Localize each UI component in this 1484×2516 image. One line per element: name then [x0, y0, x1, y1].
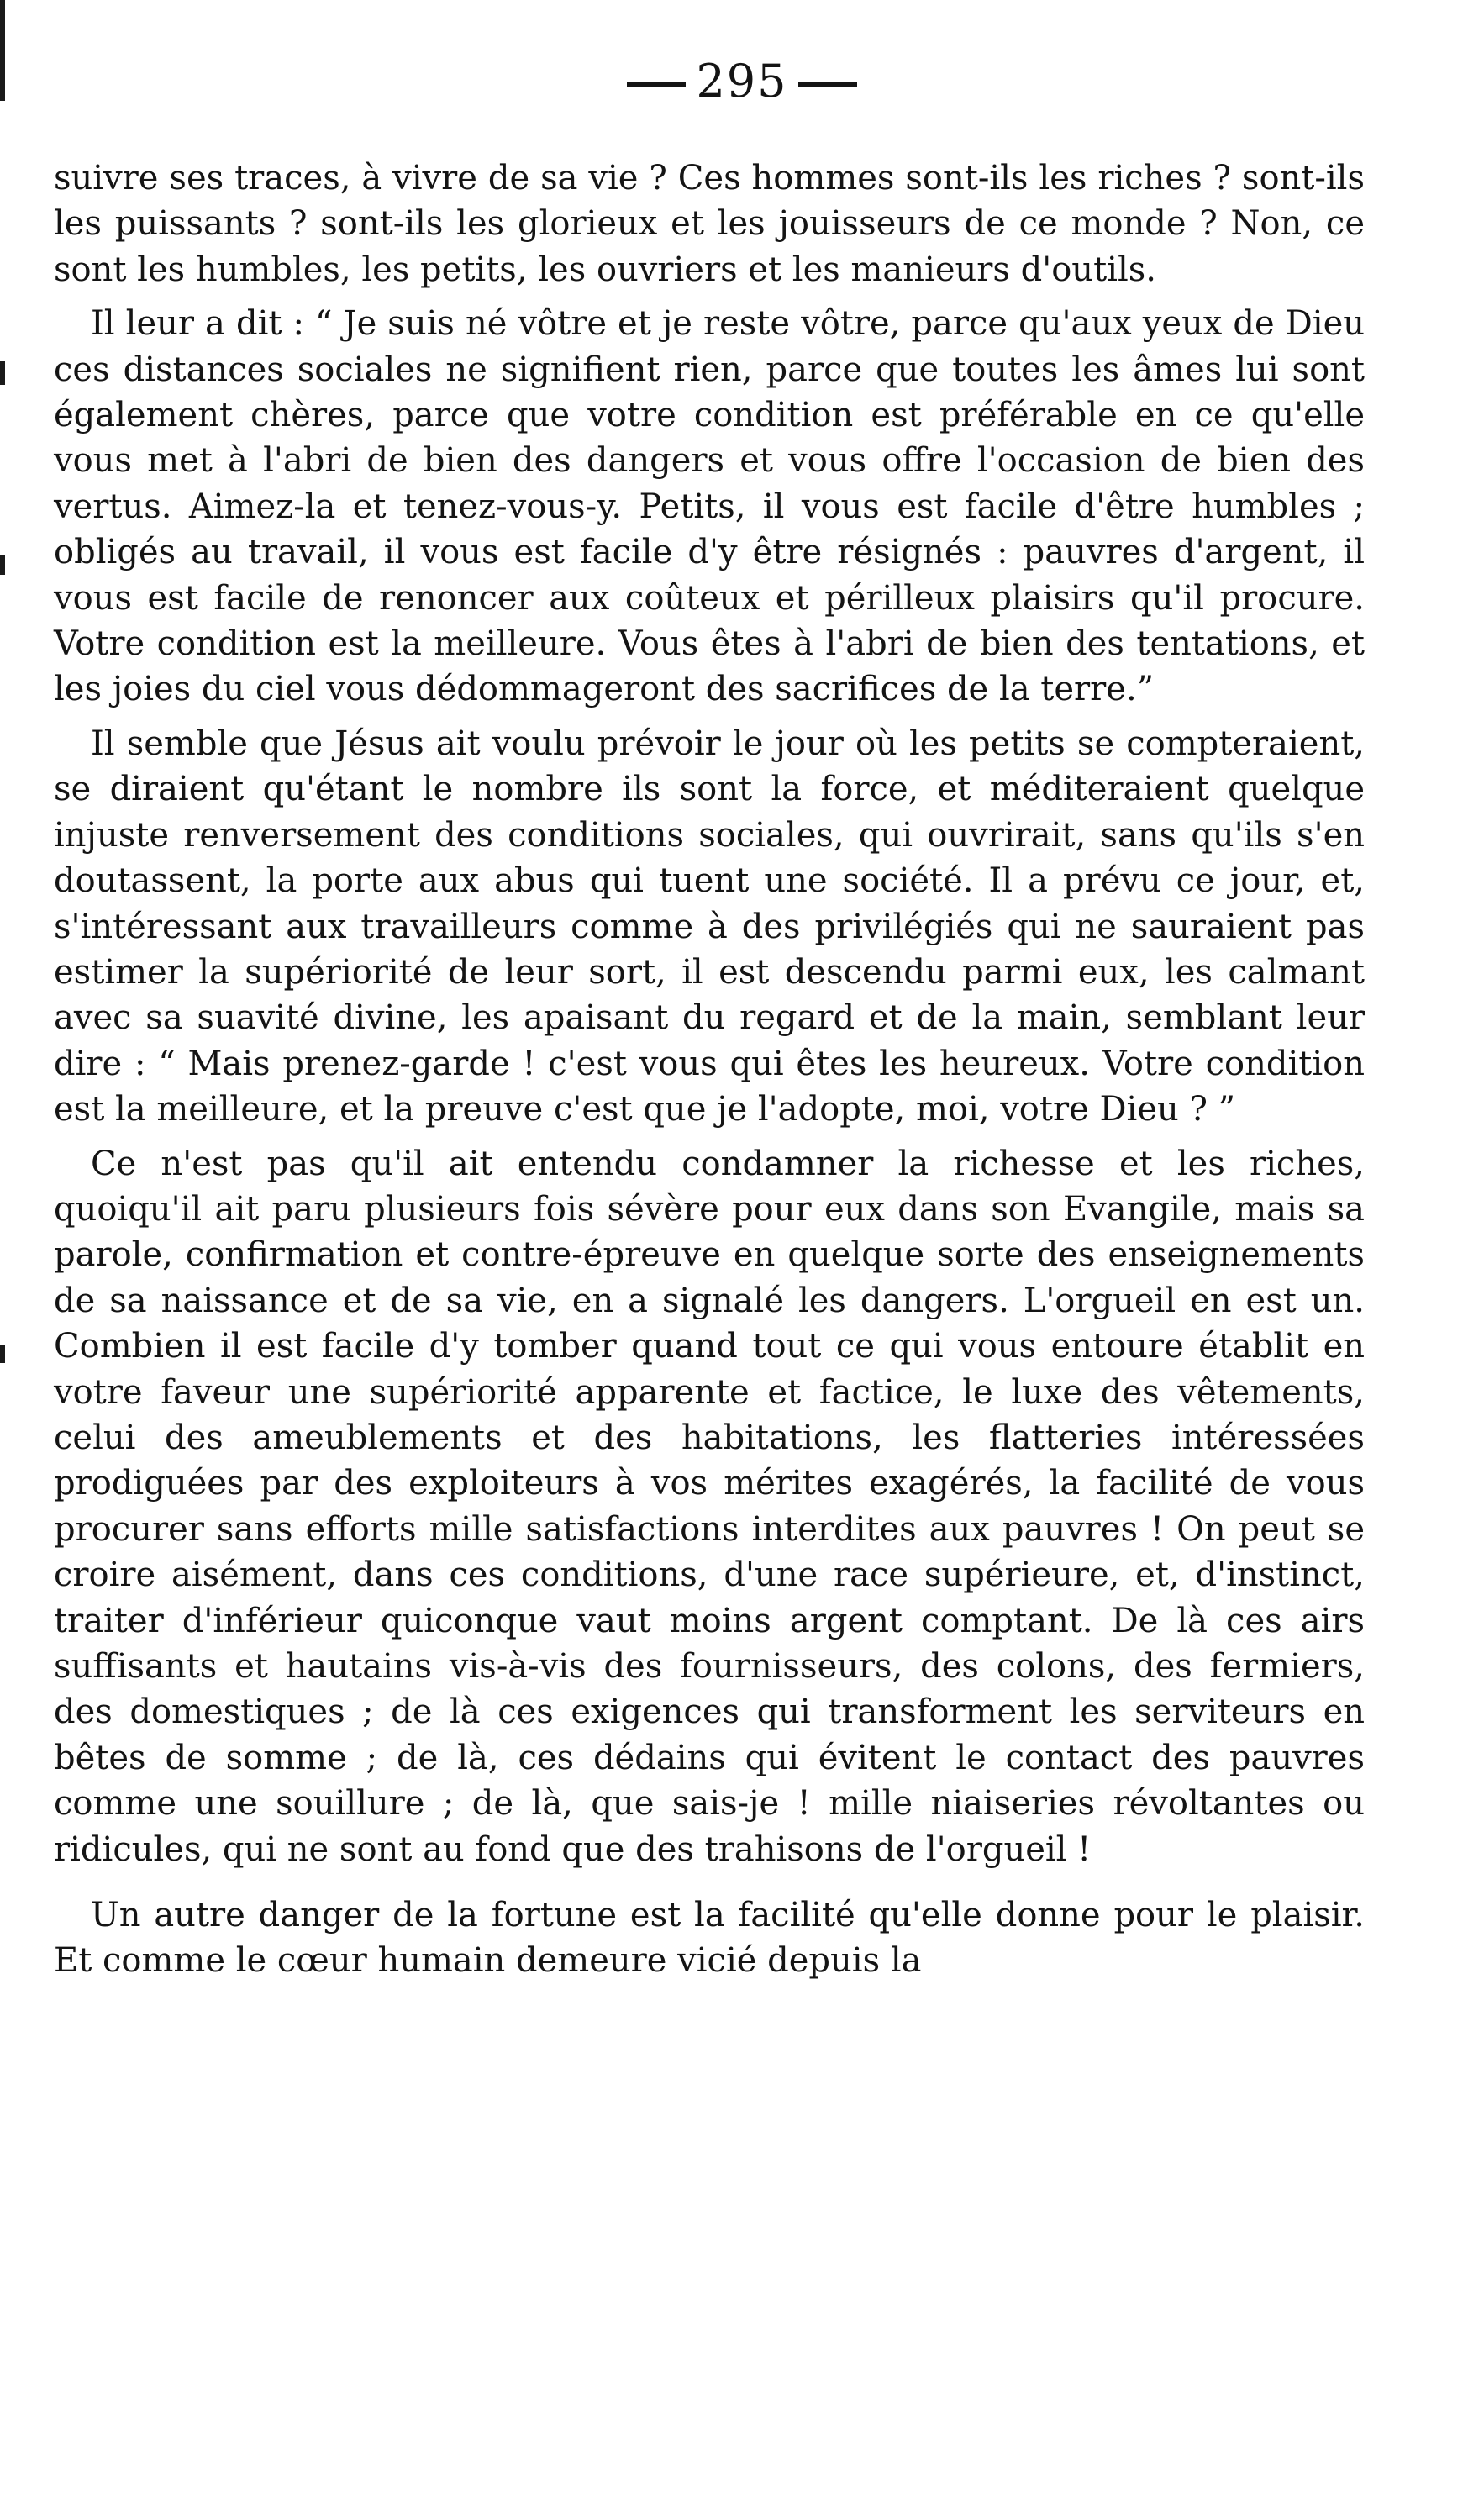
left-margin-mark	[0, 555, 5, 575]
body-text	[54, 155, 1365, 1992]
page-number-text: 295	[696, 55, 788, 108]
paragraph-4: Ce n'est pas qu'il ait entendu condamner la richesse et les riches, quoiqu'il ait paru plusieurs fois sévère pour eux dans son Evangile, mais sa parole, confirmation et contre-épreuve en quelque sorte des enseignements de sa naissance et de sa vie, en a signalé les dangers. L'orgueil en est un. Combien il est facile d'y tomber quand tout ce qui vous entoure établit en votre faveur une supériorité apparente et factice, le luxe des vêtements, celui des ameublements et des habitations, les flatteries intéressées prodiguées par des exploiteurs à vos mérites exagérés, la facilité de vous procurer sans efforts mille satisfactions interdites aux pauvres ! On peut se croire aisément, dans ces conditions, d'une race supérieure, et, d'instinct, traiter d'inférieur quiconque vaut moins argent comptant. De là ces airs suffisants et hautains vis-à-vis des fournisseurs, des colons, des fermiers, des domestiques ; de là ces exigences qui transforment les serviteurs en bêtes de somme ; de là, ces dédains qui évitent le contact des pauvres comme une souillure ; de là, que sais-je ! mille niaiseries révoltantes ou ridicules, qui ne sont au fond que des trahisons de l'orgueil !	[54, 1144, 1365, 1869]
page-number-dash-left	[627, 82, 686, 87]
paragraph-3: Il semble que Jésus ait voulu prévoir le jour où les petits se compteraient, se diraient qu'étant le nombre ils sont la force, et méditeraient quelque injuste renversement des conditions sociales, qui ouvrirait, sans qu'ils s'en doutassent, la porte aux abus qui tuent une société. Il a prévu ce jour, et, s'intéressant aux travailleurs comme à des privilégiés qui ne sauraient pas estimer la supériorité de leur sort, il est descendu parmi eux, les calmant avec sa suavité divine, les apaisant du regard et de la main, semblant leur dire : “ Mais prenez-garde ! c'est vous qui êtes les heureux. Votre condition est la meilleure, et la preuve c'est que je l'adopte, moi, votre Dieu ? ”	[54, 724, 1365, 1129]
paragraph-2: Il leur a dit : “ Je suis né vôtre et je reste vôtre, parce qu'aux yeux de Dieu ces distances sociales ne signifient rien, parce que toutes les âmes lui sont également chères, parce que votre condition est préférable en ce qu'elle vous met à l'abri de bien des dangers et vous offre l'occasion de bien des vertus. Aimez-la et tenez-vous-y. Petits, il vous est facile d'être humbles ; obligés au travail, il vous est facile d'y être résignés : pauvres d'argent, il vous est facile de renoncer aux coûteux et périlleux plaisirs qu'il procure. Votre condition est la meilleure. Vous êtes à l'abri de bien des tentations, et les joies du ciel vous dédommageront des sacrifices de la terre.”	[54, 304, 1365, 709]
page-number-dash-right	[798, 82, 857, 87]
left-margin-mark	[0, 1345, 5, 1363]
paragraph-1: suivre ses traces, à vivre de sa vie ? Ces hommes sont-ils les riches ? sont-ils les puissants ? sont-ils les glorieux et les jouisseurs de ce monde ? Non, ce sont les humbles, les petits, les ouvriers et les manieurs d'outils.	[54, 159, 1365, 289]
page-number	[0, 52, 1484, 111]
paragraph-5: Un autre danger de la fortune est la facilité qu'elle donne pour le plaisir. Et comme le cœur humain demeure vicié depuis la	[54, 1896, 1365, 1981]
left-margin-mark	[0, 361, 5, 385]
